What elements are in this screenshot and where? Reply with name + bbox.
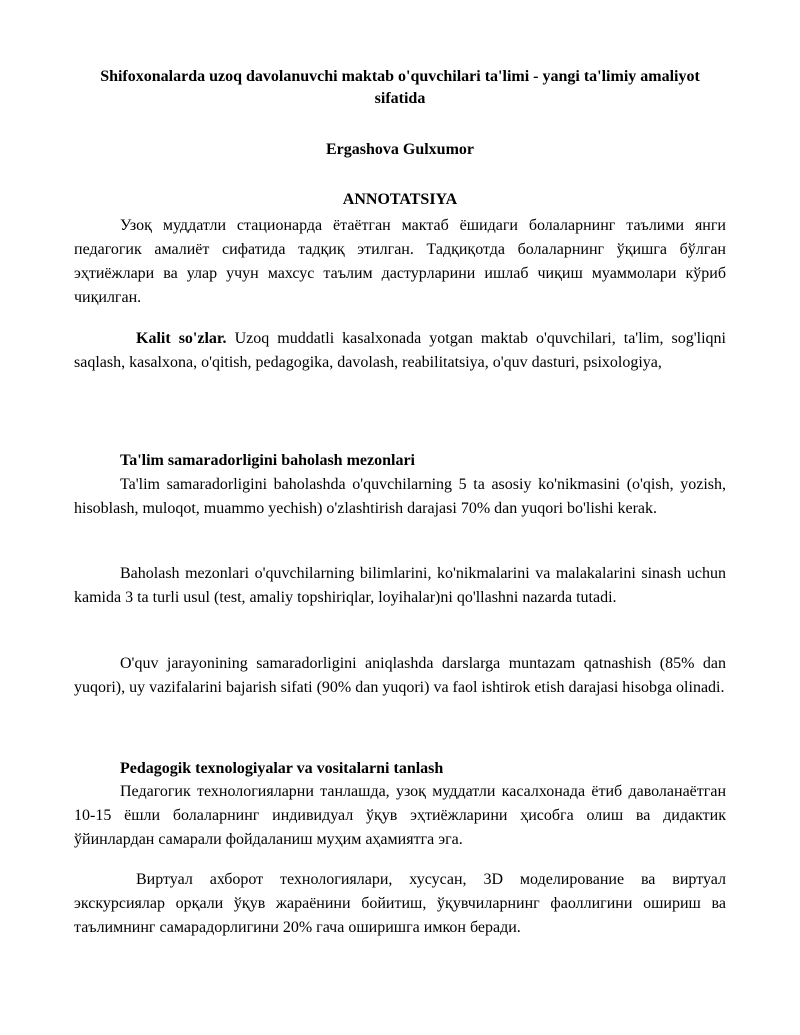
section2-paragraph-1: Педагогик технологияларни танлашда, узоқ муддатли касалхонада ётиб даволанаётган 10-15 ёшли болаларнинг индивидуал ўқув эҳтиёжларини ҳисобга олиш ва дидактик ўйинлардан самарали фойдаланиш муҳим аҳамиятга эга.: [74, 783, 726, 848]
annotation-text: Узоқ муддатли стационарда ётаётган мактаб ёшидаги болаларнинг таълими янги педагогик амалиёт сифатида тадқиқ этилган. Тадқиқотда болаларнинг ўқишга бўлган эҳтиёжлари ва улар учун махсус таълим дастурларини ишлаб чиқиш муаммолари кўриб чиқилган.: [74, 217, 726, 306]
annotation-heading: ANNOTATSIYA: [342, 191, 458, 208]
section2-paragraph-2: Виртуал ахборот технологиялари, хусусан, 3D моделирование ва виртуал экскурсиялар орқали ўқув жараёнини бойитиш, ўқувчиларнинг фаоллигини ошириш ва таълимнинг самарадорлигини 20% гача оширишга имкон беради.: [74, 871, 726, 936]
document-title: Shifoxonalarda uzoq davolanuvchi maktab o'quvchilari ta'limi - yangi ta'limiy amaliyot sifatida: [100, 68, 700, 107]
keywords-text: Uzoq muddatli kasalxonada yotgan maktab o'quvchilari, ta'lim, sog'liqni saqlash, kasalxona, o'qitish, pedagogika, davolash, reabilitatsiya, o'quv dasturi, psixologiya,: [74, 330, 727, 371]
section1-paragraph-1: Ta'lim samaradorligini baholashda o'quvchilarning 5 ta asosiy ko'nikmasini (o'qish, yozish, hisoblash, muloqot, muammo yechish) o'zlashtirish darajasi 70% dan yuqori bo'lishi kerak.: [74, 476, 726, 517]
keywords-paragraph: [74, 327, 726, 375]
keywords-label: Kalit so'zlar.: [136, 330, 227, 347]
section1-paragraph-2: Baholash mezonlari o'quvchilarning bilimlarini, ko'nikmalarini va malakalarini sinash uchun kamida 3 ta turli usul (test, amaliy topshiriqlar, loyihalar)ni qo'llashni nazarda tutadi.: [74, 565, 726, 606]
section-heading-pedagogical-technologies: Pedagogik texnologiyalar va vositalarni tanlash: [120, 760, 444, 777]
author-name: Ergashova Gulxumor: [325, 141, 474, 158]
section1-paragraph-3: O'quv jarayonining samaradorligini aniqlashda darslarga muntazam qatnashish (85% dan yuqori), uy vazifalarini bajarish sifati (90% dan yuqori) va faol ishtirok etish darajasi hisobga olinadi.: [74, 655, 726, 696]
section-heading-evaluation-criteria: Ta'lim samaradorligini baholash mezonlari: [120, 452, 415, 469]
